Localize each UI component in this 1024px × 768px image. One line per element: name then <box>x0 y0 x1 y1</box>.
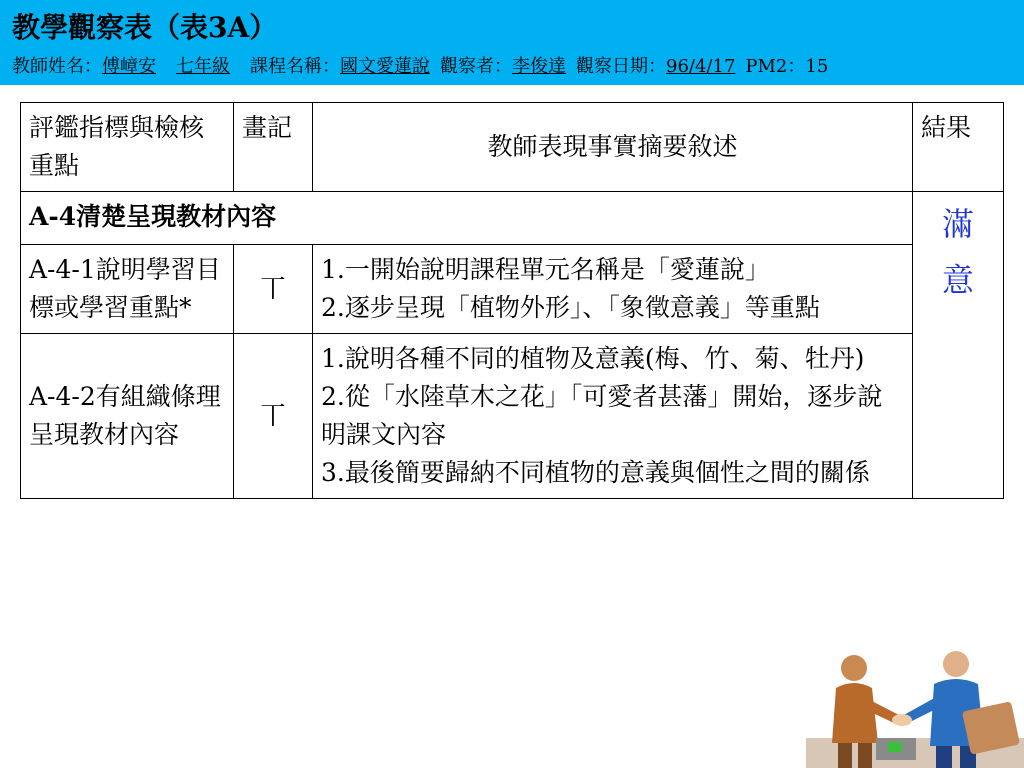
page-title: 教學觀察表（表3A） <box>12 11 278 44</box>
time-value: PM2：15 <box>745 56 829 77</box>
result-cell <box>913 192 1004 499</box>
date-value: 96/4/17 <box>666 56 736 77</box>
table-row <box>21 245 1004 334</box>
fact-line: 1.說明各種不同的植物及意義(梅、竹、菊、牡丹) <box>321 344 865 373</box>
grade: 七年級 <box>176 56 230 77</box>
table-header-row <box>21 103 1004 192</box>
section-row <box>21 192 1004 245</box>
mark-cell: 丅 <box>234 245 313 334</box>
facts-cell <box>313 245 913 334</box>
header-facts: 教師表現事實摘要敘述 <box>313 103 913 192</box>
teacher-label: 教師姓名： <box>12 56 102 77</box>
observation-table <box>20 102 1004 499</box>
header-indicator: 評鑑指標與檢核重點 <box>21 103 234 192</box>
date-label: 觀察日期： <box>576 56 666 77</box>
table-row <box>21 334 1004 499</box>
course-name: 國文愛蓮說 <box>340 56 430 77</box>
fact-line: 2.逐步呈現「植物外形」、「象徵意義」等重點 <box>321 293 820 322</box>
teacher-name: 傅嶂安 <box>102 56 156 77</box>
indicator-cell: A-4-2有組織條理呈現教材內容 <box>21 334 234 499</box>
header-mark: 畫記 <box>234 103 313 192</box>
header-bar <box>0 0 1024 85</box>
result-char: 滿 <box>941 205 974 243</box>
fact-line: 1.一開始說明課程單元名稱是「愛蓮說」 <box>321 255 770 284</box>
observer-name: 李俊達 <box>512 56 566 77</box>
observer-label: 觀察者： <box>440 56 512 77</box>
course-label: 課程名稱： <box>250 56 340 77</box>
result-char: 意 <box>941 261 974 299</box>
fact-line: 2.從「水陸草木之花」「可愛者甚藩」開始，逐步說明課文內容 <box>321 382 883 449</box>
handshake-businessmen-icon <box>806 638 1024 768</box>
header-result: 結果 <box>913 103 1004 192</box>
observation-info <box>12 52 828 78</box>
section-title: A-4清楚呈現教材內容 <box>21 192 913 245</box>
facts-cell <box>313 334 913 499</box>
mark-cell: 丅 <box>234 334 313 499</box>
indicator-cell: A-4-1說明學習目標或學習重點* <box>21 245 234 334</box>
fact-line: 3.最後簡要歸納不同植物的意義與個性之間的關係 <box>321 458 870 487</box>
